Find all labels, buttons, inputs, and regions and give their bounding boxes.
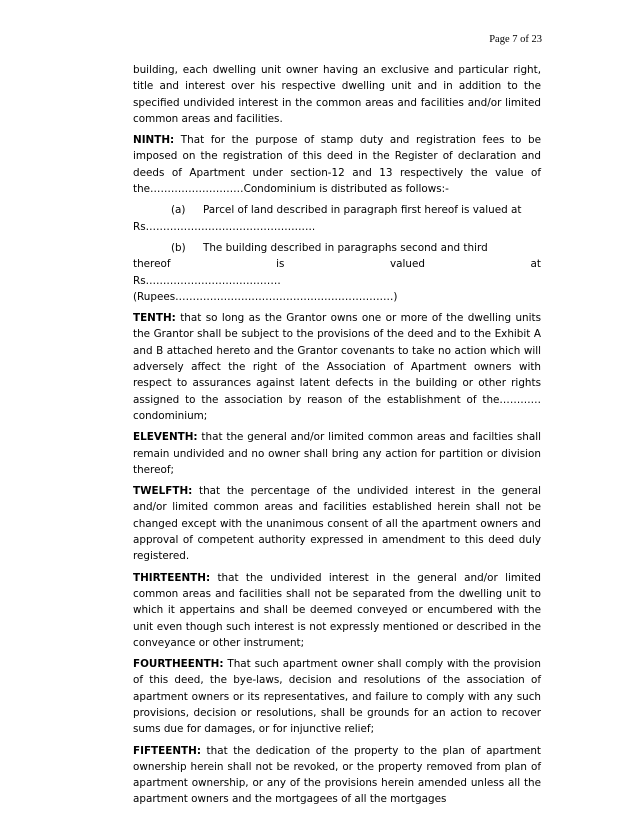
clause-label: THIRTEENTH: [133,571,211,584]
clause-text: that so long as the Grantor owns one or more of the dwelling units the Grantor shall be subject to the provisions of the deed and to the Exhibit A and B attached hereto and the Grantor covenants to take no action which will adversely affect the right of the Association of Apartment owners with respect to assurances against latent defects in the building or other rights assigned to the association by reason of the establishment of the…………condominium; [133,312,541,422]
clause-text: that the general and/or limited common areas and facilties shall remain undivided and no owner shall bring any action for partition or division thereof; [133,431,541,476]
clause-label: TENTH: [133,312,176,325]
item-a [133,202,541,218]
item-text: The building described in paragraphs second and third [203,241,488,254]
word: thereof [133,258,171,271]
clause-fifteenth [133,743,541,808]
clause-text: That such apartment owner shall comply with the provision of this deed, the bye-laws, decision and resolutions of the association of apartment owners or its representatives, and failure to comply with any such provisions, decision or resolutions, shall be grounds for an action to recover sums due for damages, or for injunctive relief; [133,658,541,736]
clause-label: TWELFTH: [133,485,193,498]
item-b-line3: Rs…………………………………(Rupees………………………………………………………) [133,274,398,303]
word: is [276,258,285,271]
clause-label: NINTH: [133,134,175,147]
item-b-line2 [133,256,541,272]
clause-thirteenth [133,570,541,651]
item-a-line2: Rs…………………………………………. [133,220,316,233]
paragraph-continuation: building, each dwelling unit owner having an exclusive and particular right, title and interest over his respective dwelling unit and in addition to the specified undivided interest in the common areas and facilities and/or limited common areas and facilities. [133,64,541,125]
clause-tenth [133,310,541,424]
item-text: Parcel of land described in paragraph first hereof is valued at [203,204,522,217]
page-number: Page 7 of 23 [489,34,542,45]
item-b [133,240,541,256]
item-label: (b) [171,241,186,254]
item-label: (a) [171,204,186,217]
clause-label: FOURTHEENTH: [133,658,224,671]
clause-text: that the undivided interest in the general and/or limited common areas and facilities shall not be separated from the dwelling unit to which it appertains and shall be deemed conveyed or encumbered with the unit even though such interest is not expressly mentioned or described in the conveyance or other instrument; [133,571,541,649]
clause-fourteenth [133,656,541,737]
word: at [530,258,541,271]
clause-ninth [133,132,541,197]
clause-eleventh [133,429,541,478]
clause-label: ELEVENTH: [133,431,198,444]
clause-label: FIFTEENTH: [133,744,201,757]
clause-twelfth [133,483,541,564]
clause-text: That for the purpose of stamp duty and registration fees to be imposed on the registration of this deed in the Register of declaration and deeds of Apartment under section-12 and 13 respectively the value of the………………………Condominium is distributed as follows:- [133,134,541,196]
clause-text: that the percentage of the undivided interest in the general and/or limited common areas and facilities established herein shall not be changed except with the unanimous consent of all the apartment owners and approval of competent authority expressed in amendment to this deed duly registered. [133,485,541,563]
word: valued [389,258,425,271]
document-body [133,62,541,813]
clause-text: that the dedication of the property to the plan of apartment ownership herein shall not be revoked, or the property removed from plan of apartment ownership, or any of the provisions herein amended unless all the apartment owners and the mortgagees of all the mortgages [133,744,541,806]
